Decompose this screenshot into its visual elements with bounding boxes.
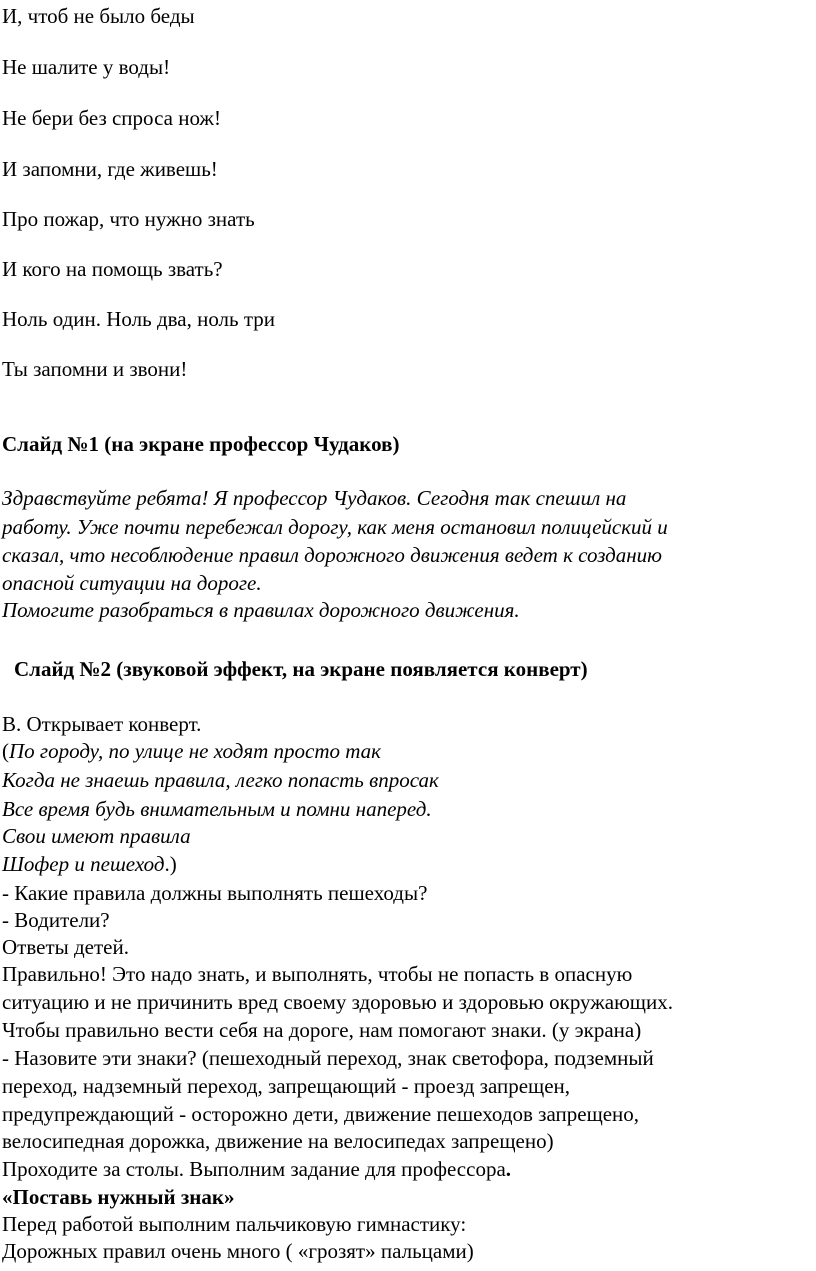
poem-line: И кого на помощь звать? xyxy=(2,257,223,281)
verse-line: Свои имеют правила xyxy=(2,824,191,848)
body-line: переход, надземный переход, запрещающий - проезд запрещен, xyxy=(2,1074,571,1098)
verse-open-paren: ( xyxy=(2,739,9,763)
poem-line: Ты запомни и звони! xyxy=(2,357,188,381)
body-line: велосипедная дорожка, движение на велосипедах запрещено) xyxy=(2,1129,554,1153)
slide1-line: Помогите разобраться в правилах дорожного движения. xyxy=(2,598,520,622)
verse-line-last xyxy=(2,851,177,877)
body-line: предупреждающий - осторожно дети, движение пешеходов запрещено, xyxy=(2,1102,640,1126)
slide1-line: работу. Уже почти перебежал дорогу, как меня остановил полицейский и xyxy=(2,515,668,539)
poem-line: И запомни, где живешь! xyxy=(2,157,218,181)
body-line: - Назовите эти знаки? (пешеходный переход, знак светофора, подземный xyxy=(2,1046,654,1070)
verse-line: Все время будь внимательным и помни наперед. xyxy=(2,797,432,821)
task-period: . xyxy=(505,1157,512,1181)
task-title: «Поставь нужный знак» xyxy=(2,1185,235,1209)
poem-line: Не шалите у воды! xyxy=(2,55,171,79)
slide1-line: Здравствуйте ребята! Я профессор Чудаков. Сегодня так спешил на xyxy=(2,486,627,510)
verse-close-paren: .) xyxy=(164,852,177,876)
body-line: Правильно! Это надо знать, и выполнять, чтобы не попасть в опасную xyxy=(2,962,633,986)
slide1-line: сказал, что несоблюдение правил дорожного движения ведет к созданию xyxy=(2,543,662,567)
verse-line-first xyxy=(2,738,381,764)
poem-line: Про пожар, что нужно знать xyxy=(2,207,255,231)
slide1-heading: Слайд №1 (на экране профессор Чудаков) xyxy=(2,432,400,456)
slide2-opens: В. Открывает конверт. xyxy=(2,712,202,736)
gym-line: Дорожных правил очень много ( «грозят» пальцами) xyxy=(2,1239,474,1263)
body-line: Ответы детей. xyxy=(2,935,129,959)
gym-intro: Перед работой выполним пальчиковую гимнастику: xyxy=(2,1212,467,1236)
task-line xyxy=(2,1156,511,1182)
poem-line: И, чтоб не было беды xyxy=(2,4,195,28)
body-line: - Какие правила должны выполнять пешеходы? xyxy=(2,881,428,905)
verse-line: Шофер и пешеход xyxy=(2,852,165,876)
verse-line: По городу, по улице не ходят просто так xyxy=(9,739,382,763)
body-line: ситуацию и не причинить вред своему здоровью и здоровью окружающих. xyxy=(2,990,673,1014)
verse-line: Когда не знаешь правила, легко попасть впросак xyxy=(2,768,439,792)
poem-line: Ноль один. Ноль два, ноль три xyxy=(2,307,276,331)
slide1-line: опасной ситуации на дороге. xyxy=(2,571,262,595)
task-text: Проходите за столы. Выполним задание для профессора xyxy=(2,1157,506,1181)
body-line: - Водители? xyxy=(2,908,110,932)
slide2-heading: Слайд №2 (звуковой эффект, на экране появляется конверт) xyxy=(14,657,588,681)
body-line: Чтобы правильно вести себя на дороге, нам помогают знаки. (у экрана) xyxy=(2,1018,642,1042)
poem-line: Не бери без спроса нож! xyxy=(2,106,221,130)
